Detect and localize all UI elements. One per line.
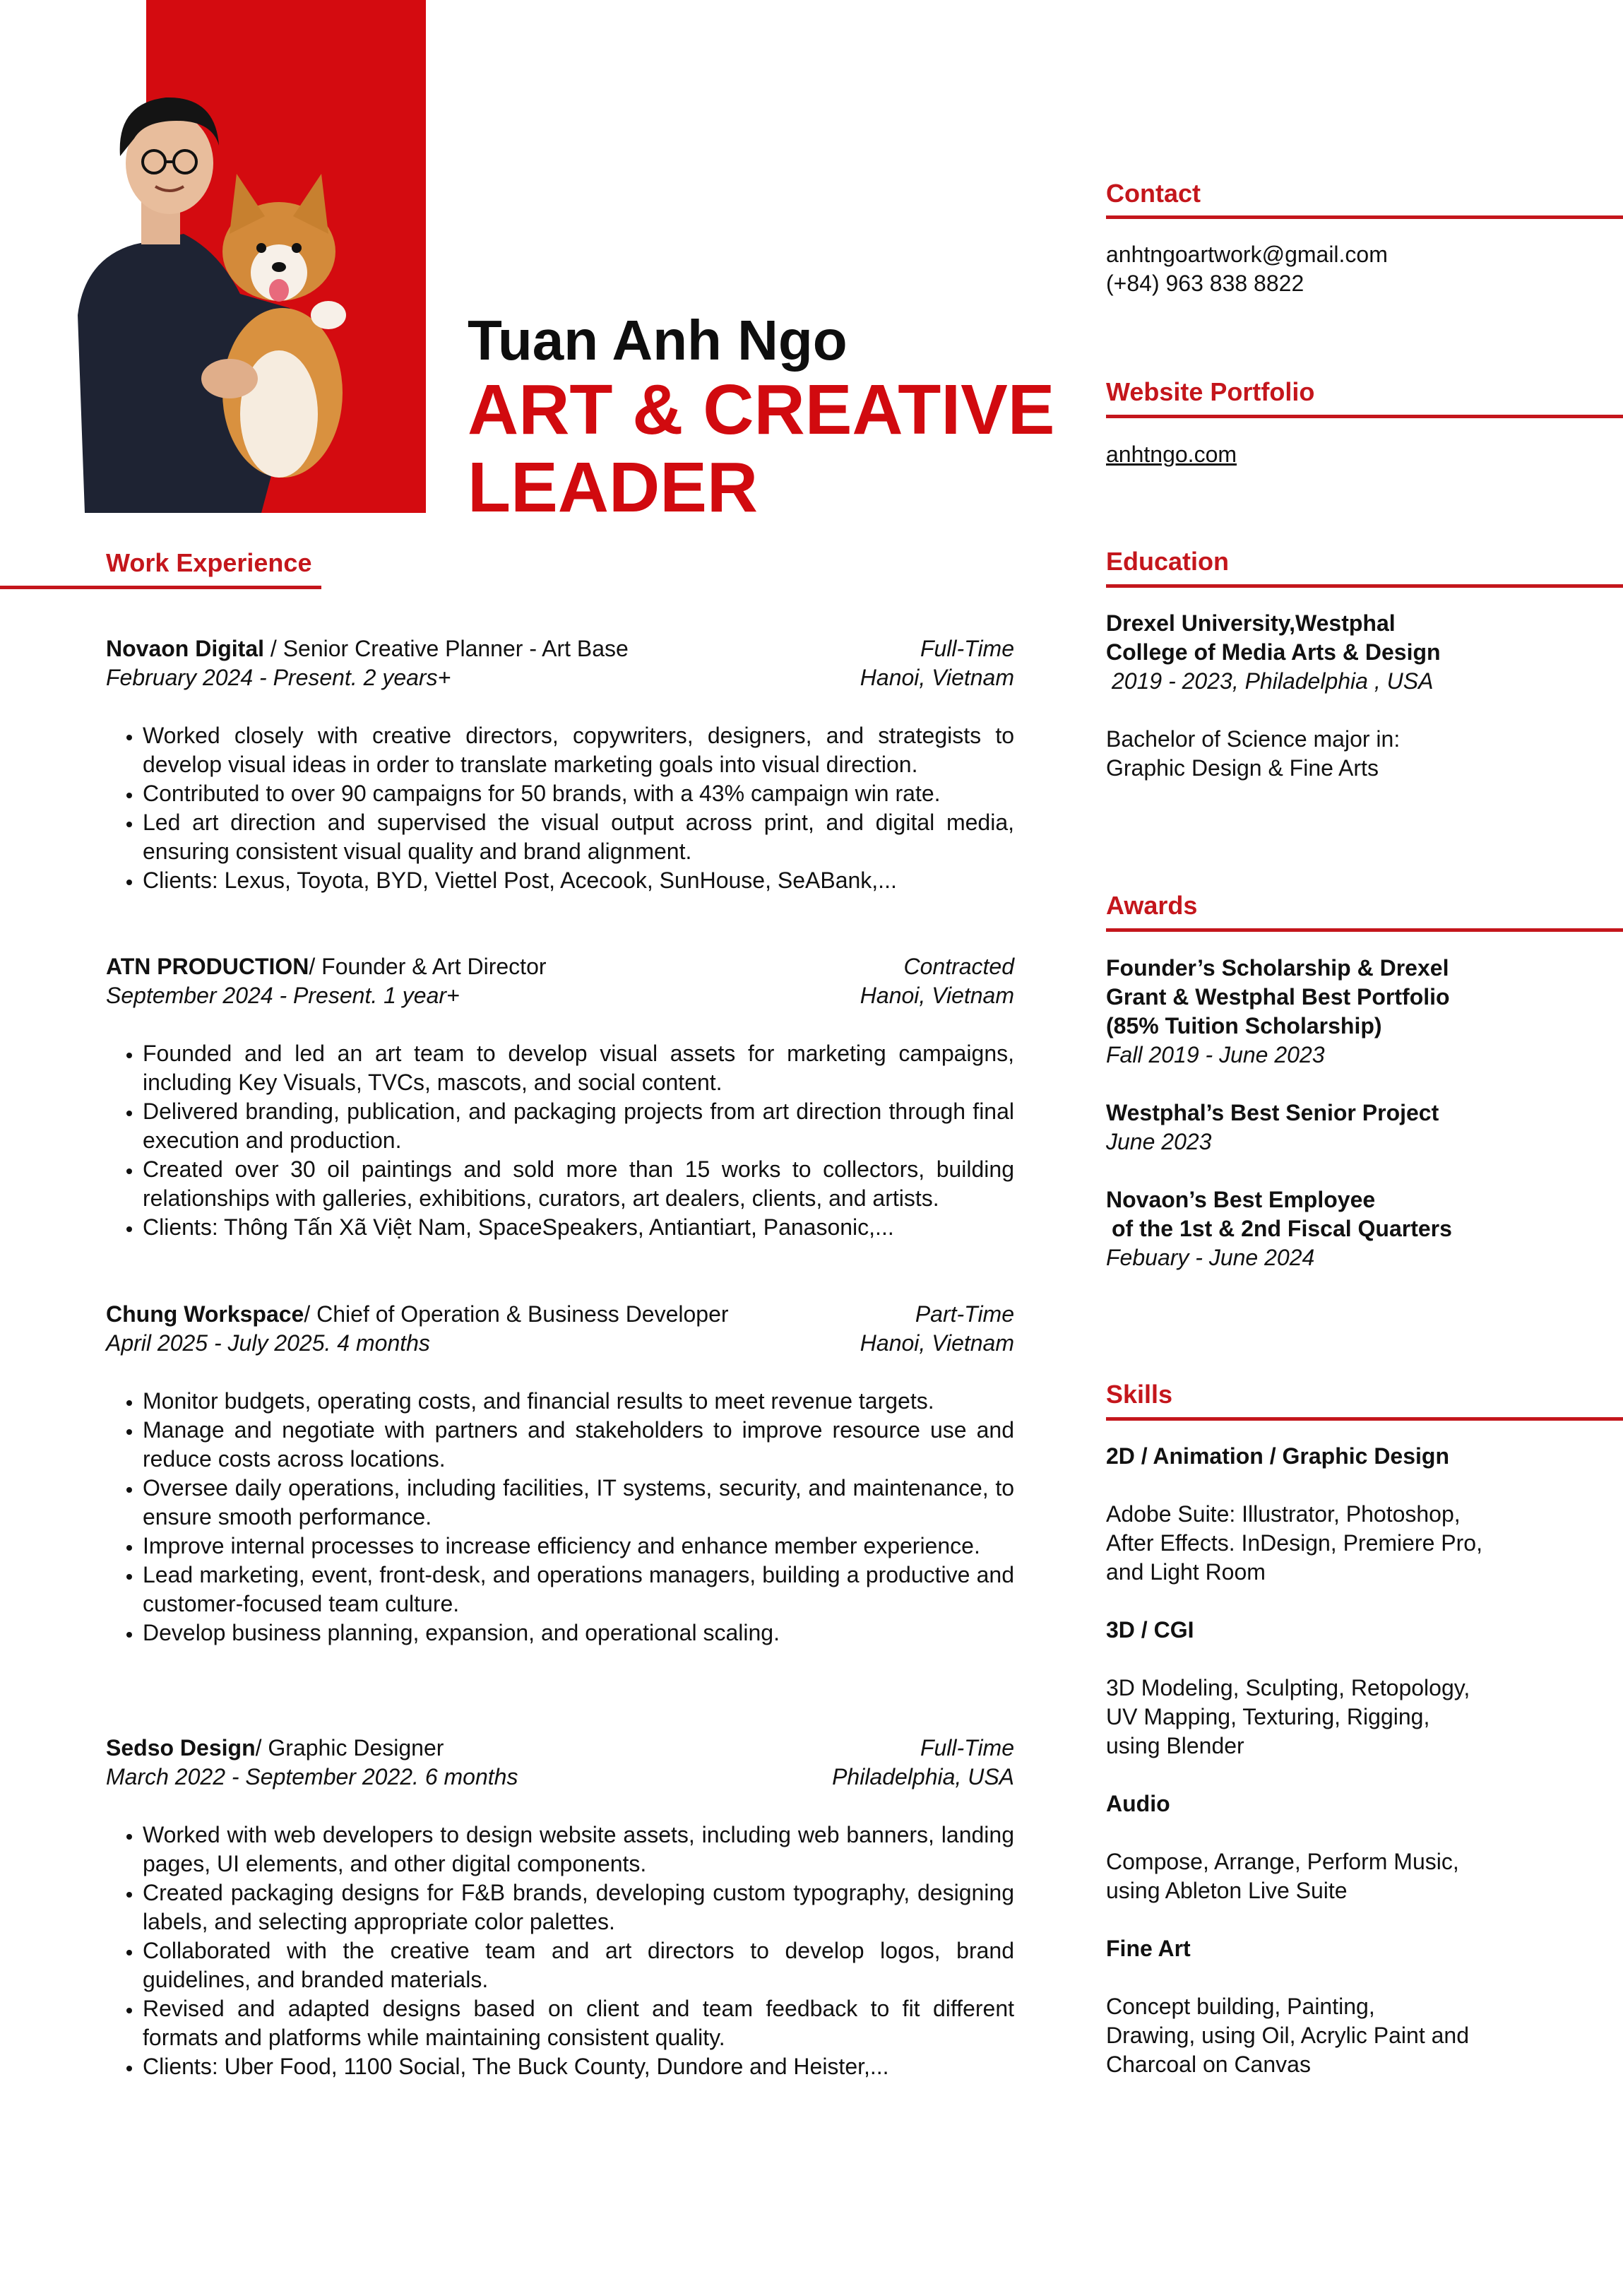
job-type: Full-Time (920, 636, 1014, 661)
award-title-line: (85% Tuition Scholarship) (1106, 1013, 1382, 1038)
job-bullet: • Collaborated with the creative team and art directors to develop logos, brand guidelines, and branded materials. (143, 1936, 1014, 1994)
job-bullet: • Clients: Uber Food, 1100 Social, The Buck County, Dundore and Heister,... (143, 2052, 1014, 2081)
skill-group (1106, 1934, 1600, 2079)
award-title-line: Grant & Westphal Best Portfolio (1106, 984, 1450, 1010)
job-entry (106, 634, 1014, 895)
job-company: ATN PRODUCTION (106, 954, 309, 979)
person-name: Tuan Anh Ngo (468, 309, 848, 372)
job-company: Novaon Digital (106, 636, 265, 661)
job-type: Full-Time (920, 1735, 1014, 1761)
education-heading: Education (1106, 547, 1230, 576)
award-item (1106, 1099, 1600, 1156)
contact-heading: Contact (1106, 179, 1201, 208)
job-location: Hanoi, Vietnam (860, 665, 1014, 690)
award-title-line: Westphal’s Best Senior Project (1106, 1100, 1439, 1125)
work-rule (0, 586, 321, 589)
job-role: / Chief of Operation & Business Developer (304, 1301, 729, 1327)
job-company: Sedso Design (106, 1735, 256, 1761)
job-dates: September 2024 - Present. 1 year+ (106, 983, 460, 1008)
award-date: June 2023 (1106, 1129, 1212, 1154)
job-header (106, 634, 1014, 663)
job-bullet: • Clients: Thông Tấn Xã Việt Nam, SpaceSpeakers, Antiantiart, Panasonic,... (143, 1213, 1014, 1242)
skill-line: using Blender (1106, 1733, 1244, 1758)
portfolio-block (1106, 440, 1600, 469)
job-bullet: • Worked closely with creative directors, copywriters, designers, and strategists to develop visual ideas in order to translate marketing goals into visual direction. (143, 721, 1014, 779)
portfolio-heading: Website Portfolio (1106, 377, 1315, 406)
job-title-line-1: ART & CREATIVE (468, 370, 1055, 449)
job-bullet: • Led art direction and supervised the visual output across print, and digital media, ensuring consistent visual quality and brand alignment. (143, 808, 1014, 866)
skill-group (1106, 1616, 1600, 1761)
contact-block (1106, 240, 1600, 298)
skill-line: Concept building, Painting, (1106, 1994, 1375, 2019)
job-bullet: • Improve internal processes to increase efficiency and enhance member experience. (143, 1532, 1014, 1561)
award-title-line: Founder’s Scholarship & Drexel (1106, 955, 1449, 981)
job-dates: February 2024 - Present. 2 years+ (106, 665, 451, 690)
skill-group (1106, 1442, 1600, 1587)
award-item (1106, 954, 1600, 1070)
job-bullet: • Revised and adapted designs based on client and team feedback to fit different formats and platforms while maintaining consistent quality. (143, 1994, 1014, 2052)
job-bullet: • Created over 30 oil paintings and sold more than 15 works to collectors, building relationships with galleries, exhibitions, curators, art dealers, clients, and artists. (143, 1155, 1014, 1213)
job-subheader (106, 981, 1014, 1010)
job-bullet: • Founded and led an art team to develop visual assets for marketing campaigns, including Key Visuals, TVCs, mascots, and social content. (143, 1039, 1014, 1097)
job-company: Chung Workspace (106, 1301, 304, 1327)
award-date: Fall 2019 - June 2023 (1106, 1042, 1325, 1067)
job-entry (106, 952, 1014, 1242)
education-degree-line-2: Graphic Design & Fine Arts (1106, 755, 1379, 781)
awards-rule (1106, 928, 1623, 932)
job-bullet: • Clients: Lexus, Toyota, BYD, Viettel Post, Acecook, SunHouse, SeABank,... (143, 866, 1014, 895)
skill-group-title: Fine Art (1106, 1936, 1191, 1961)
job-location: Hanoi, Vietnam (860, 1330, 1014, 1356)
job-bullet: • Worked with web developers to design website assets, including web banners, landing pages, UI elements, and other digital components. (143, 1821, 1014, 1878)
education-school-line-1: Drexel University,Westphal (1106, 610, 1396, 636)
job-header (106, 1300, 1014, 1329)
skill-group-title: Audio (1106, 1791, 1170, 1816)
skill-line: and Light Room (1106, 1559, 1266, 1585)
skill-group-title: 3D / CGI (1106, 1617, 1194, 1643)
job-subheader (106, 1763, 1014, 1792)
award-date: Febuary - June 2024 (1106, 1245, 1315, 1270)
work-heading: Work Experience (106, 548, 312, 577)
job-bullet: • Delivered branding, publication, and packaging projects from art direction through final execution and production. (143, 1097, 1014, 1155)
job-subheader (106, 663, 1014, 692)
education-degree-line-1: Bachelor of Science major in: (1106, 726, 1401, 752)
award-item (1106, 1185, 1600, 1272)
skills-rule (1106, 1417, 1623, 1421)
education-rule (1106, 584, 1623, 588)
job-subheader (106, 1329, 1014, 1358)
skill-line: Compose, Arrange, Perform Music, (1106, 1849, 1459, 1874)
job-entry (106, 1300, 1014, 1647)
awards-block (1106, 954, 1600, 1272)
skill-line: UV Mapping, Texturing, Rigging, (1106, 1704, 1430, 1729)
job-type: Part-Time (915, 1301, 1014, 1327)
job-bullet: • Monitor budgets, operating costs, and financial results to meet revenue targets. (143, 1387, 1014, 1416)
award-title-line: Novaon’s Best Employee (1106, 1187, 1376, 1212)
skill-line: Drawing, using Oil, Acrylic Paint and (1106, 2023, 1469, 2048)
job-header (106, 1734, 1014, 1763)
skill-line: Charcoal on Canvas (1106, 2052, 1311, 2077)
skill-line: using Ableton Live Suite (1106, 1878, 1348, 1903)
education-school-line-2: College of Media Arts & Design (1106, 639, 1441, 665)
profile-photo (78, 82, 410, 513)
job-dates: April 2025 - July 2025. 4 months (106, 1330, 430, 1356)
job-bullet: • Lead marketing, event, front-desk, and operations managers, building a productive and customer-focused team culture. (143, 1561, 1014, 1619)
job-title (468, 371, 1055, 526)
job-header (106, 952, 1014, 981)
job-location: Hanoi, Vietnam (860, 983, 1014, 1008)
skill-line: After Effects. InDesign, Premiere Pro, (1106, 1530, 1482, 1556)
contact-rule (1106, 215, 1623, 219)
portfolio-link[interactable]: anhtngo.com (1106, 442, 1237, 467)
education-block (1106, 609, 1600, 783)
job-bullets (106, 1039, 1014, 1242)
job-title-line-2: LEADER (468, 448, 759, 527)
skill-group (1106, 1789, 1600, 1905)
job-bullets (106, 1387, 1014, 1647)
skill-line: Adobe Suite: Illustrator, Photoshop, (1106, 1501, 1461, 1527)
contact-phone[interactable]: (+84) 963 838 8822 (1106, 271, 1304, 296)
skills-heading: Skills (1106, 1380, 1173, 1409)
contact-email[interactable]: anhtngoartwork@gmail.com (1106, 242, 1388, 267)
job-bullet: • Manage and negotiate with partners and stakeholders to improve resource use and reduce costs across locations. (143, 1416, 1014, 1474)
award-title-line: of the 1st & 2nd Fiscal Quarters (1112, 1216, 1452, 1241)
skills-block (1106, 1442, 1600, 2079)
job-bullet: • Contributed to over 90 campaigns for 50 brands, with a 43% campaign win rate. (143, 779, 1014, 808)
job-dates: March 2022 - September 2022. 6 months (106, 1764, 518, 1789)
job-type: Contracted (903, 954, 1014, 979)
job-bullet: • Develop business planning, expansion, and operational scaling. (143, 1619, 1014, 1647)
job-entry (106, 1734, 1014, 2081)
job-role: / Founder & Art Director (309, 954, 547, 979)
job-role: / Graphic Designer (255, 1735, 444, 1761)
awards-heading: Awards (1106, 891, 1198, 920)
education-dates: 2019 - 2023, Philadelphia , USA (1112, 668, 1434, 694)
job-bullet: • Created packaging designs for F&B brands, developing custom typography, designing labels, and selecting appropriate color palettes. (143, 1878, 1014, 1936)
portfolio-rule (1106, 415, 1623, 418)
job-role: / Senior Creative Planner - Art Base (264, 636, 629, 661)
job-location: Philadelphia, USA (832, 1764, 1014, 1789)
job-bullets (106, 721, 1014, 895)
job-bullet: • Oversee daily operations, including facilities, IT systems, security, and maintenance, to ensure smooth performance. (143, 1474, 1014, 1532)
skill-line: 3D Modeling, Sculpting, Retopology, (1106, 1675, 1470, 1700)
job-bullets (106, 1821, 1014, 2081)
skill-group-title: 2D / Animation / Graphic Design (1106, 1443, 1449, 1469)
